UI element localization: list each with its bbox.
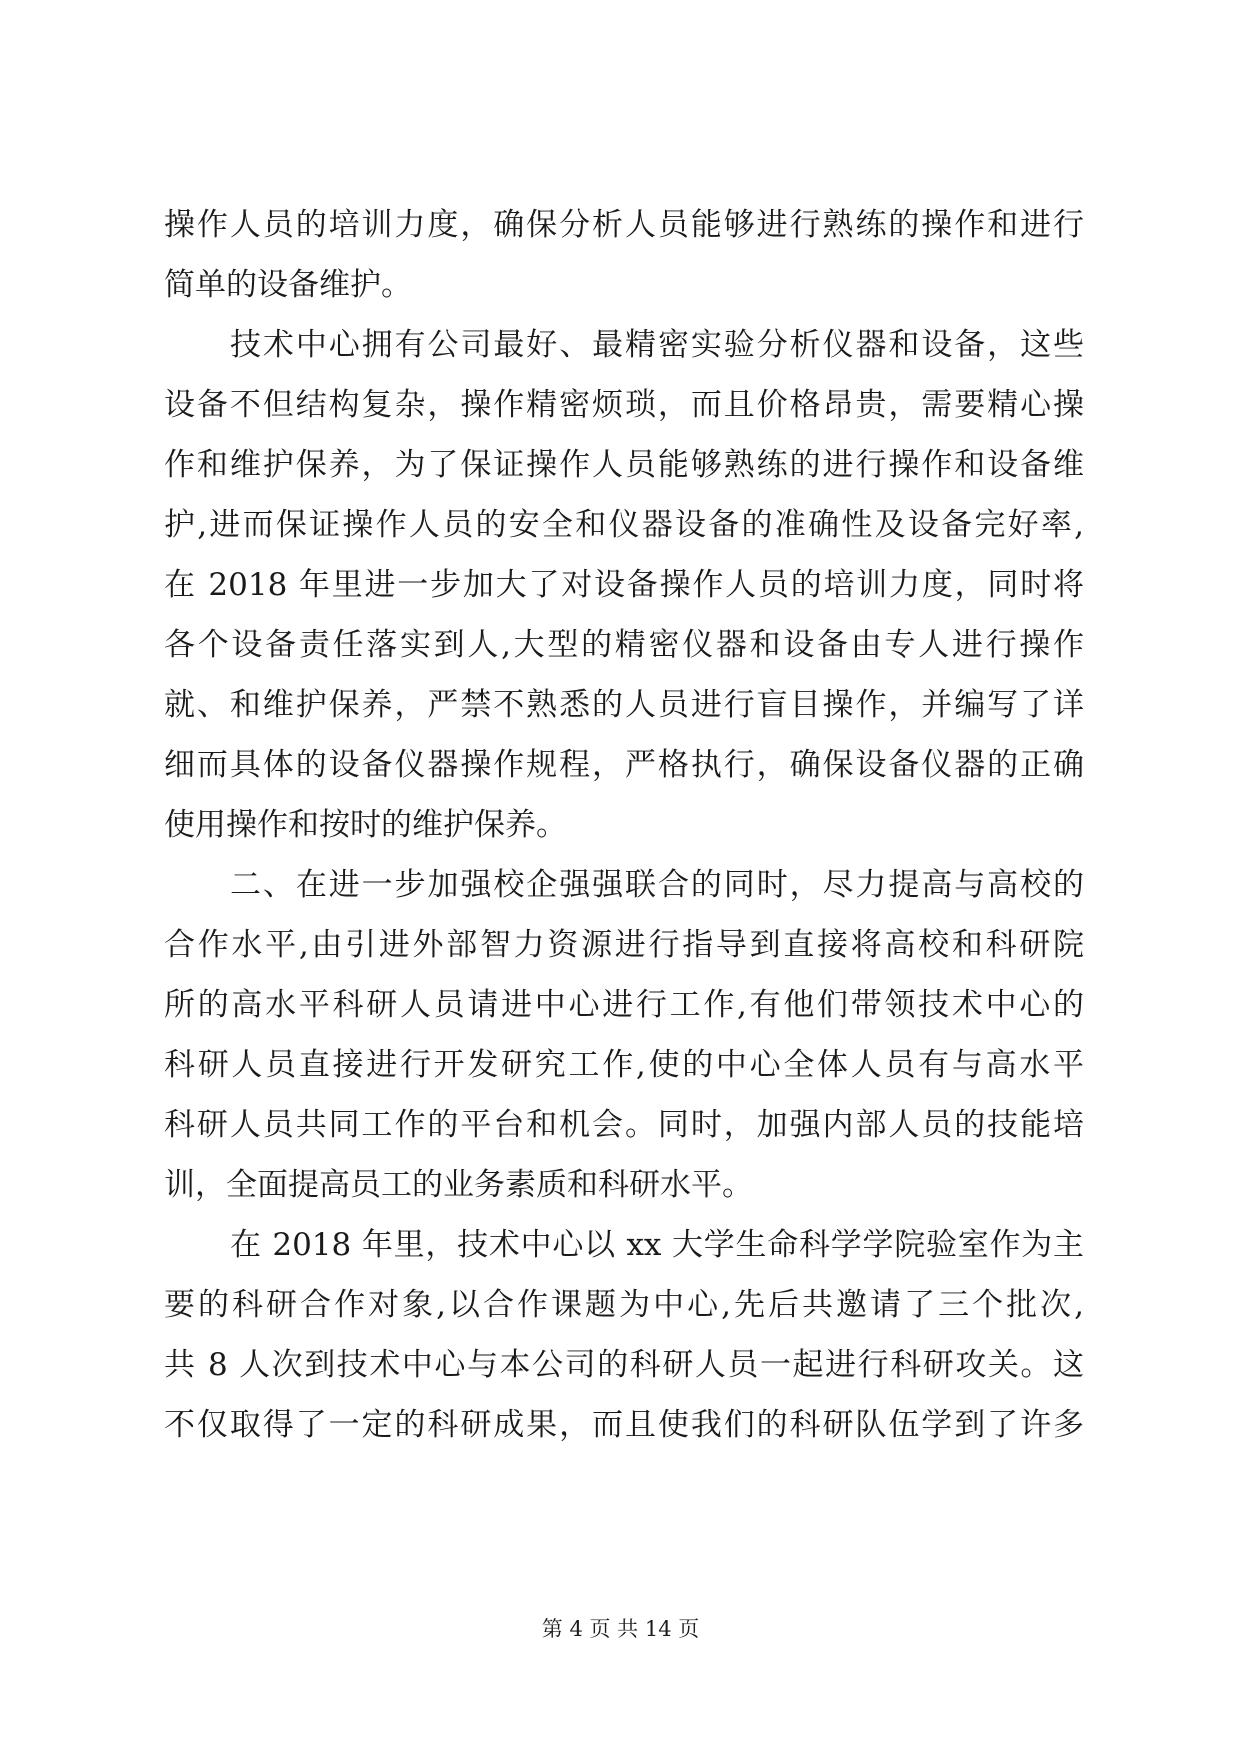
text-line: 共 8 人次到技术中心与本公司的科研人员一起进行科研攻关。这 <box>164 1347 1084 1383</box>
text-line: 设备不但结构复杂，操作精密烦琐，而且价格昂贵，需要精心操 <box>164 387 1084 423</box>
text-line: 所的高水平科研人员请进中心进行工作,有他们带领技术中心的 <box>164 987 1084 1023</box>
text-line: 科研人员共同工作的平台和机会。同时，加强内部人员的技能培 <box>164 1107 1084 1143</box>
text-line: 科研人员直接进行开发研究工作,使的中心全体人员有与高水平 <box>164 1047 1084 1083</box>
page-number-footer: 第 4 页 共 14 页 <box>541 1617 700 1641</box>
text-line: 合作水平,由引进外部智力资源进行指导到直接将高校和科研院 <box>164 927 1084 963</box>
text-line: 护,进而保证操作人员的安全和仪器设备的准确性及设备完好率, <box>164 507 1084 543</box>
text-line: 不仅取得了一定的科研成果，而且使我们的科研队伍学到了许多 <box>164 1407 1084 1443</box>
text-line: 使用操作和按时的维护保养。 <box>164 807 567 843</box>
paragraph-start-line: 二、在进一步加强校企强强联合的同时，尽力提高与高校的 <box>230 867 1084 903</box>
text-line: 操作人员的培训力度，确保分析人员能够进行熟练的操作和进行 <box>164 207 1084 243</box>
text-line: 细而具体的设备仪器操作规程，严格执行，确保设备仪器的正确 <box>164 747 1084 783</box>
text-line: 简单的设备维护。 <box>164 267 412 303</box>
text-line: 就、和维护保养，严禁不熟悉的人员进行盲目操作，并编写了详 <box>164 687 1084 723</box>
paragraph-start-line: 技术中心拥有公司最好、最精密实验分析仪器和设备，这些 <box>230 327 1084 363</box>
paragraph-start-line: 在 2018 年里，技术中心以 xx 大学生命科学学院验室作为主 <box>230 1227 1084 1263</box>
text-line: 要的科研合作对象,以合作课题为中心,先后共邀请了三个批次, <box>164 1287 1084 1323</box>
text-line: 在 2018 年里进一步加大了对设备操作人员的培训力度，同时将 <box>164 567 1084 603</box>
text-line: 各个设备责任落实到人,大型的精密仪器和设备由专人进行操作 <box>164 627 1084 663</box>
text-line: 作和维护保养，为了保证操作人员能够熟练的进行操作和设备维 <box>164 447 1084 483</box>
text-line: 训，全面提高员工的业务素质和科研水平。 <box>164 1167 753 1203</box>
